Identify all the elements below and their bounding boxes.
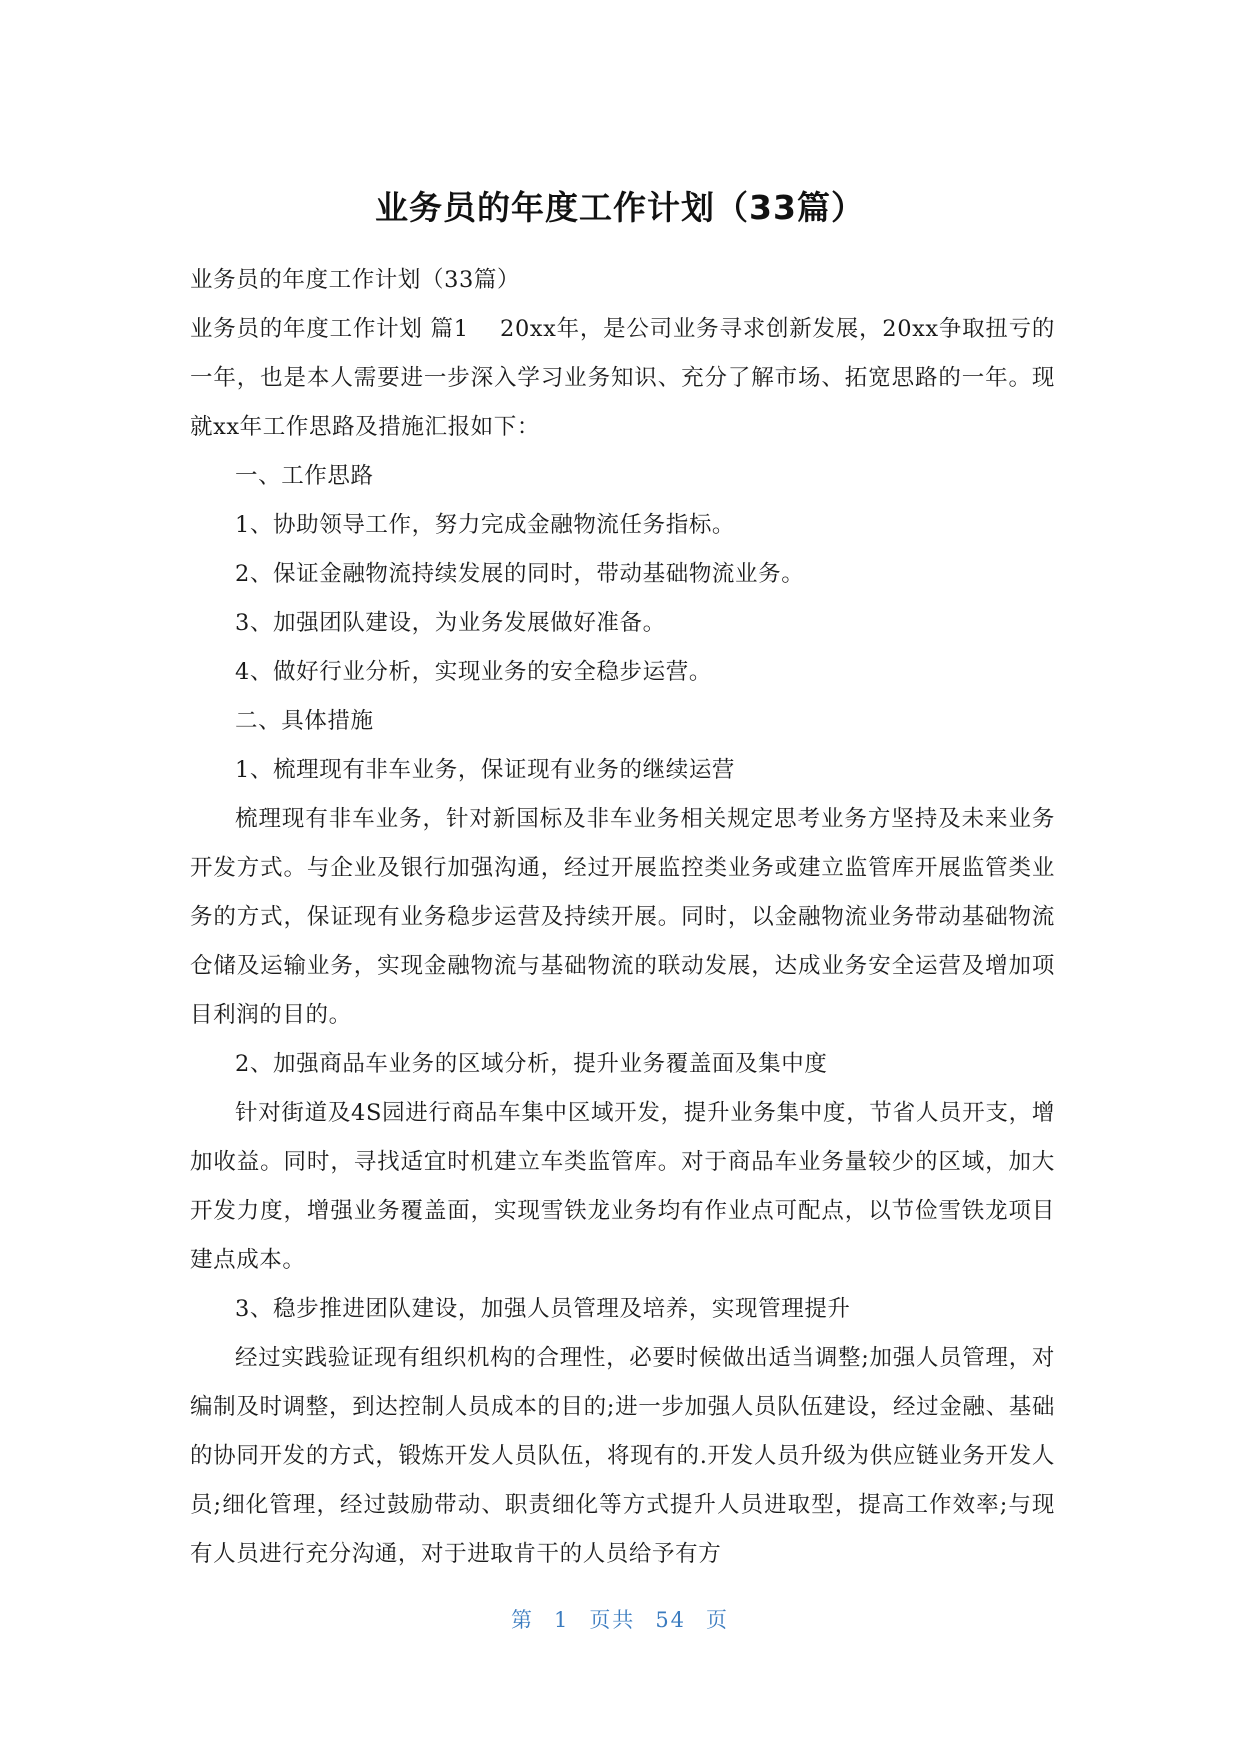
measure-heading-2: 2、加强商品车业务的区域分析，提升业务覆盖面及集中度 (235, 1051, 828, 1077)
work-idea-item-3: 3、加强团队建设，为业务发展做好准备。 (235, 610, 666, 636)
work-idea-item-2: 2、保证金融物流持续发展的同时，带动基础物流业务。 (235, 561, 805, 587)
page-footer (0, 1605, 1240, 1635)
footer-prefix: 第 (510, 1608, 534, 1632)
measure-heading-3: 3、稳步推进团队建设，加强人员管理及培养，实现管理提升 (235, 1296, 851, 1322)
work-idea-item-1: 1、协助领导工作，努力完成金融物流任务指标。 (235, 512, 736, 538)
work-idea-item-4: 4、做好行业分析，实现业务的安全稳步运营。 (235, 659, 712, 685)
footer-current-page: 1 (553, 1608, 570, 1632)
document-body (190, 256, 1055, 1579)
footer-total-pages: 54 (655, 1608, 687, 1632)
measure-paragraph-1: 梳理现有非车业务，针对新国标及非车业务相关规定思考业务方坚持及未来业务开发方式。与企业及银行加强沟通，经过开展监控类业务或建立监管库开展监管类业务的方式，保证现有业务稳步运营及持续开展。同时，以金融物流业务带动基础物流仓储及运输业务，实现金融物流与基础物流的联动发展，达成业务安全运营及增加项目利润的目的。 (190, 806, 1055, 1028)
subtitle-line: 业务员的年度工作计划（33篇） (190, 267, 521, 293)
footer-suffix: 页 (706, 1608, 730, 1632)
section-heading-work-ideas: 一、工作思路 (235, 463, 374, 489)
section-heading-measures: 二、具体措施 (235, 708, 374, 734)
measure-paragraph-3: 经过实践验证现有组织机构的合理性，必要时候做出适当调整;加强人员管理，对编制及时调整，到达控制人员成本的目的;进一步加强人员队伍建设，经过金融、基础的协同开发的方式，锻炼开发人员队伍，将现有的.开发人员升级为供应链业务开发人员;细化管理，经过鼓励带动、职责细化等方式提升人员进取型，提高工作效率;与现有人员进行充分沟通，对于进取肯干的人员给予有方 (190, 1345, 1055, 1567)
measure-heading-1: 1、梳理现有非车业务，保证现有业务的继续运营 (235, 757, 736, 783)
measure-paragraph-2: 针对街道及4S园进行商品车集中区域开发，提升业务集中度，节省人员开支，增加收益。同时，寻找适宜时机建立车类监管库。对于商品车业务量较少的区域，加大开发力度，增强业务覆盖面，实现雪铁龙业务均有作业点可配点，以节俭雪铁龙项目建点成本。 (190, 1100, 1055, 1273)
footer-middle: 页共 (589, 1608, 636, 1632)
intro-paragraph: 业务员的年度工作计划 篇1 20xx年，是公司业务寻求创新发展，20xx争取扭亏的一年，也是本人需要进一步深入学习业务知识、充分了解市场、拓宽思路的一年。现就xx年工作思路及措施汇报如下： (190, 316, 1055, 440)
document-title: 业务员的年度工作计划（33篇） (375, 188, 865, 227)
